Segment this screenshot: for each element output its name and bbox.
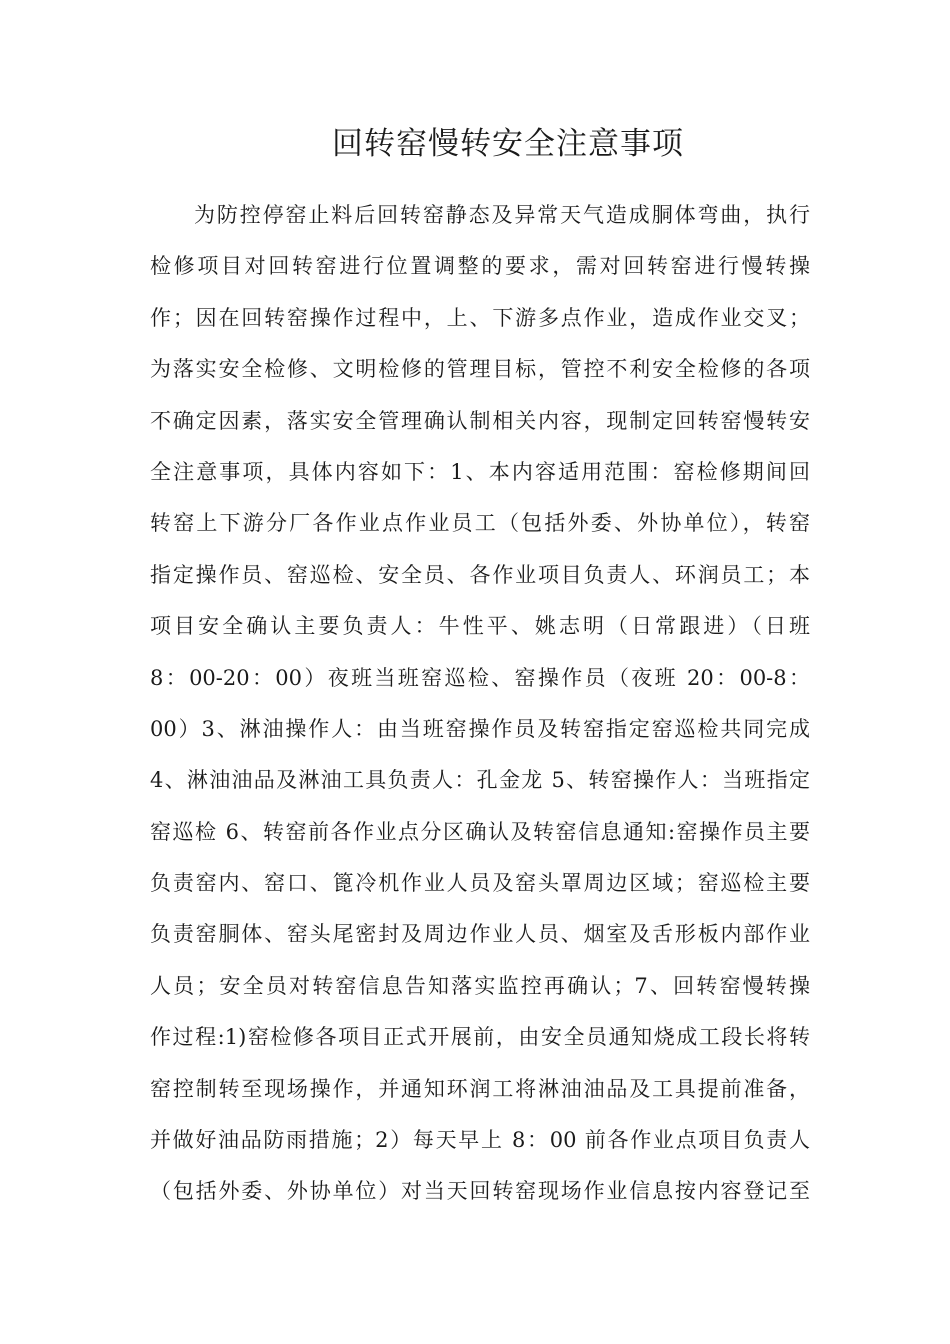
document-body (150, 190, 810, 1218)
body-line: 检修项目对回转窑进行位置调整的要求，需对回转窑进行慢转操 (150, 254, 810, 279)
body-line: 负责窑内、窑口、篦冷机作业人员及窑头罩周边区域；窑巡检主要 (150, 871, 810, 896)
body-line: 不确定因素，落实安全管理确认制相关内容，现制定回转窑慢转安 (150, 408, 810, 433)
body-line: 作过程:1)窑检修各项目正式开展前，由安全员通知烧成工段长将转 (150, 1025, 810, 1050)
body-line: 转窑上下游分厂各作业点作业员工（包括外委、外协单位），转窑 (150, 511, 810, 536)
body-line: 人员；安全员对转窑信息告知落实监控再确认；7、回转窑慢转操 (150, 973, 810, 998)
body-line: 负责窑胴体、窑头尾密封及周边作业人员、烟室及舌形板内部作业 (150, 922, 810, 947)
body-line: 4、淋油油品及淋油工具负责人：孔金龙 5、转窑操作人：当班指定 (150, 768, 810, 793)
body-line: 8：00-20：00）夜班当班窑巡检、窑操作员（夜班 20：00-8： (150, 665, 810, 690)
body-line: 窑控制转至现场操作，并通知环润工将淋油油品及工具提前准备， (150, 1076, 810, 1101)
body-line: 为落实安全检修、文明检修的管理目标，管控不利安全检修的各项 (150, 357, 810, 382)
document-title: 回转窑慢转安全注意事项 (332, 126, 684, 162)
body-line: 项目安全确认主要负责人：牛性平、姚志明（日常跟进）（日班 (150, 614, 810, 639)
body-line: 指定操作员、窑巡检、安全员、各作业项目负责人、环润员工；本 (150, 562, 810, 587)
body-line: 作；因在回转窑操作过程中，上、下游多点作业，造成作业交叉； (150, 305, 810, 330)
body-line: 为防控停窑止料后回转窑静态及异常天气造成胴体弯曲，执行 (194, 203, 810, 227)
body-line: （包括外委、外协单位）对当天回转窑现场作业信息按内容登记至 (150, 1179, 810, 1204)
body-line: 00）3、淋油操作人：由当班窑操作员及转窑指定窑巡检共同完成 (150, 716, 810, 741)
body-line: 全注意事项，具体内容如下：1、本内容适用范围：窑检修期间回 (150, 459, 810, 484)
body-line: 窑巡检 6、转窑前各作业点分区确认及转窑信息通知:窑操作员主要 (150, 819, 810, 844)
body-line: 并做好油品防雨措施；2）每天早上 8：00 前各作业点项目负责人 (150, 1128, 810, 1153)
